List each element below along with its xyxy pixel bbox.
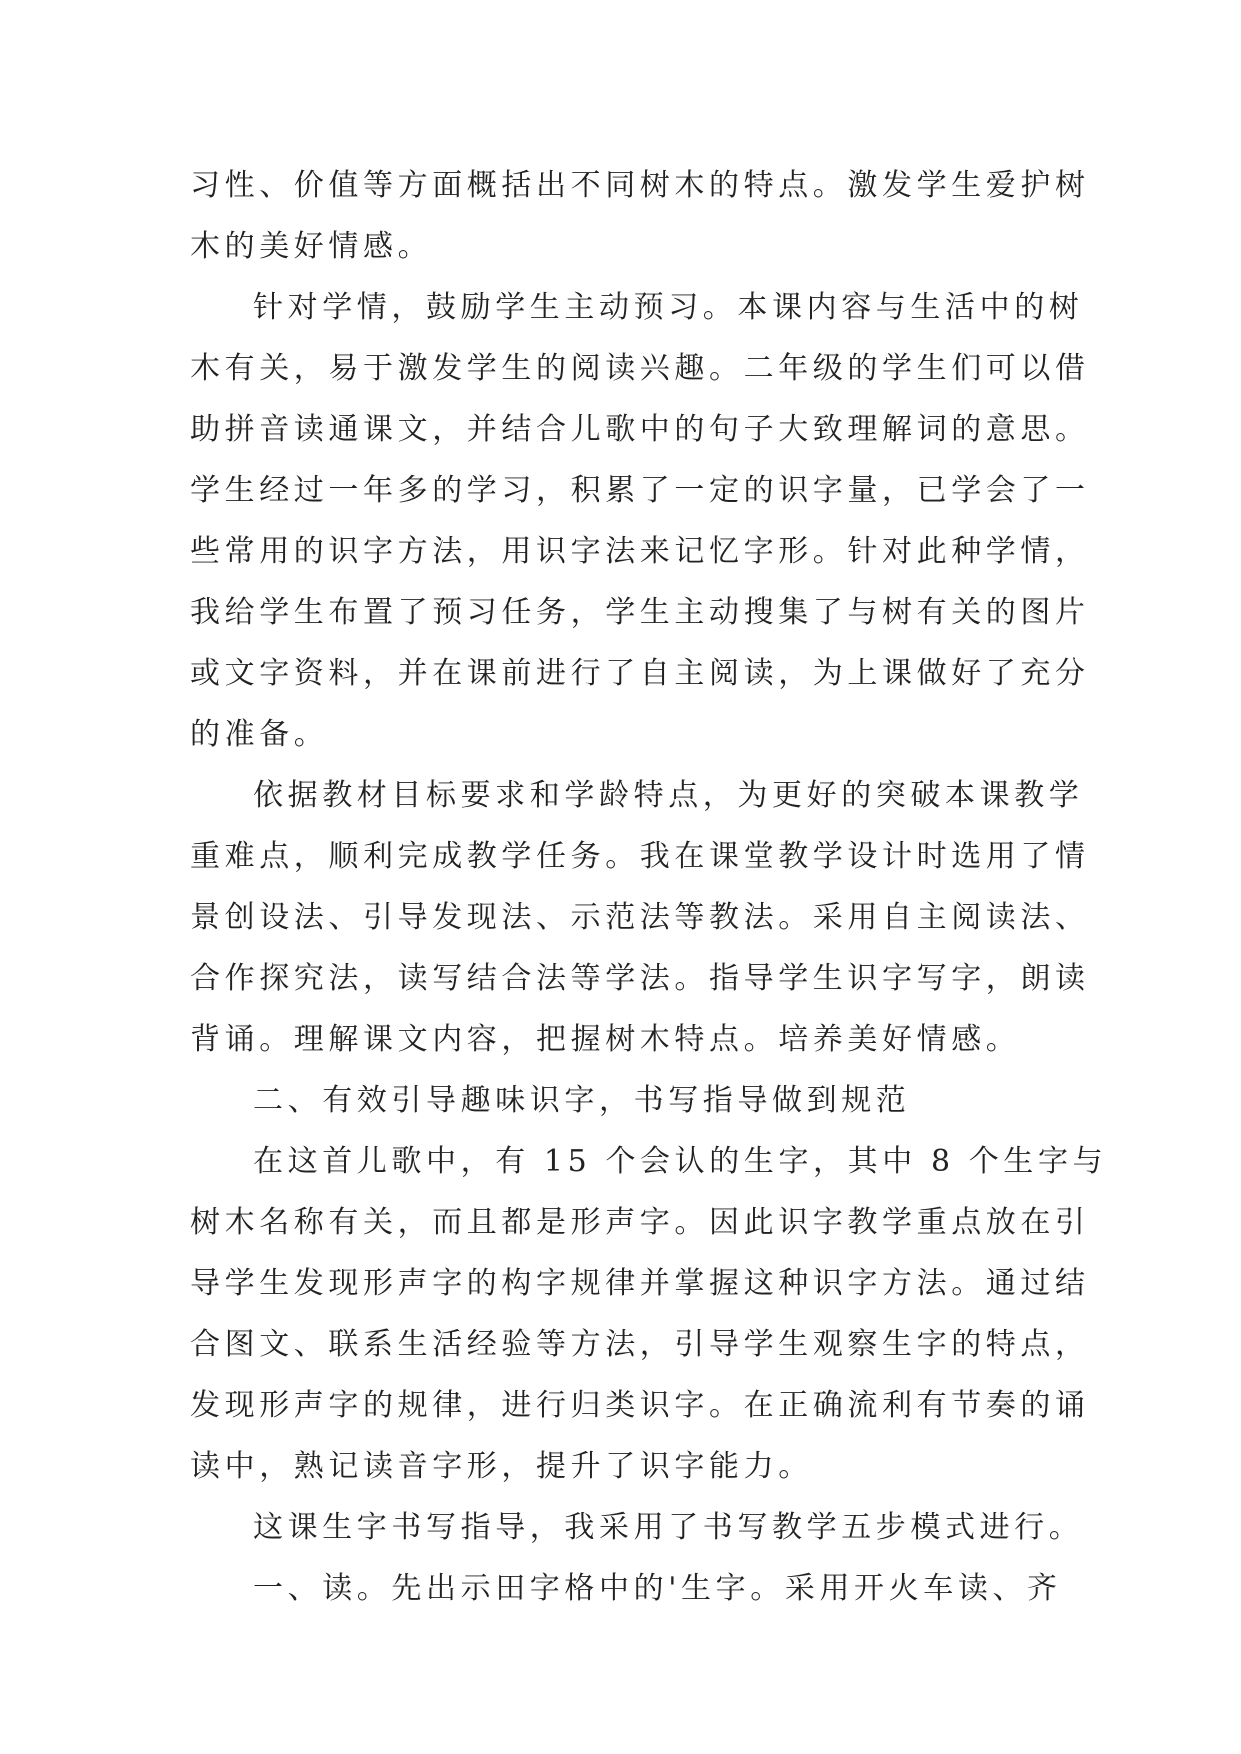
text-line: 木有关，易于激发学生的阅读兴趣。二年级的学生们可以借 bbox=[190, 351, 1090, 386]
text-line: 的准备。 bbox=[190, 717, 329, 752]
text-line: 学生经过一年多的学习，积累了一定的识字量，已学会了一 bbox=[190, 473, 1090, 508]
paragraph-start-line: 一、读。先出示田字格中的'生字。采用开火车读、齐 bbox=[253, 1571, 1062, 1606]
text-line: 背诵。理解课文内容，把握树木特点。培养美好情感。 bbox=[190, 1022, 1021, 1057]
paragraph-start-line: 依据教材目标要求和学龄特点，为更好的突破本课教学 bbox=[253, 778, 1084, 813]
text-line: 习性、价值等方面概括出不同树木的特点。激发学生爱护树 bbox=[190, 168, 1090, 203]
text-line: 导学生发现形声字的构字规律并掌握这种识字方法。通过结 bbox=[190, 1266, 1090, 1301]
text-line: 合图文、联系生活经验等方法，引导学生观察生字的特点， bbox=[190, 1327, 1090, 1362]
text-line: 发现形声字的规律，进行归类识字。在正确流利有节奏的诵 bbox=[190, 1388, 1090, 1423]
text-line: 我给学生布置了预习任务，学生主动搜集了与树有关的图片 bbox=[190, 595, 1090, 630]
text-line: 些常用的识字方法，用识字法来记忆字形。针对此种学情， bbox=[190, 534, 1090, 569]
text-line: 或文字资料，并在课前进行了自主阅读，为上课做好了充分 bbox=[190, 656, 1090, 691]
text-line: 读中，熟记读音字形，提升了识字能力。 bbox=[190, 1449, 813, 1484]
paragraph-start-line: 这课生字书写指导，我采用了书写教学五步模式进行。 bbox=[253, 1510, 1084, 1545]
text-line: 助拼音读通课文，并结合儿歌中的句子大致理解词的意思。 bbox=[190, 412, 1090, 447]
text-line: 树木名称有关，而且都是形声字。因此识字教学重点放在引 bbox=[190, 1205, 1090, 1240]
text-line: 合作探究法，读写结合法等学法。指导学生识字写字，朗读 bbox=[190, 961, 1090, 996]
text-line: 景创设法、引导发现法、示范法等教法。采用自主阅读法、 bbox=[190, 900, 1090, 935]
paragraph-start-line: 在这首儿歌中，有 15 个会认的生字，其中 8 个生字与 bbox=[253, 1144, 1108, 1179]
paragraph-start-line: 针对学情，鼓励学生主动预习。本课内容与生活中的树 bbox=[253, 290, 1084, 325]
text-line: 木的美好情感。 bbox=[190, 229, 433, 264]
section-heading: 二、有效引导趣味识字，书写指导做到规范 bbox=[253, 1083, 911, 1118]
document-body bbox=[190, 155, 1108, 1619]
text-line: 重难点，顺利完成教学任务。我在课堂教学设计时选用了情 bbox=[190, 839, 1090, 874]
